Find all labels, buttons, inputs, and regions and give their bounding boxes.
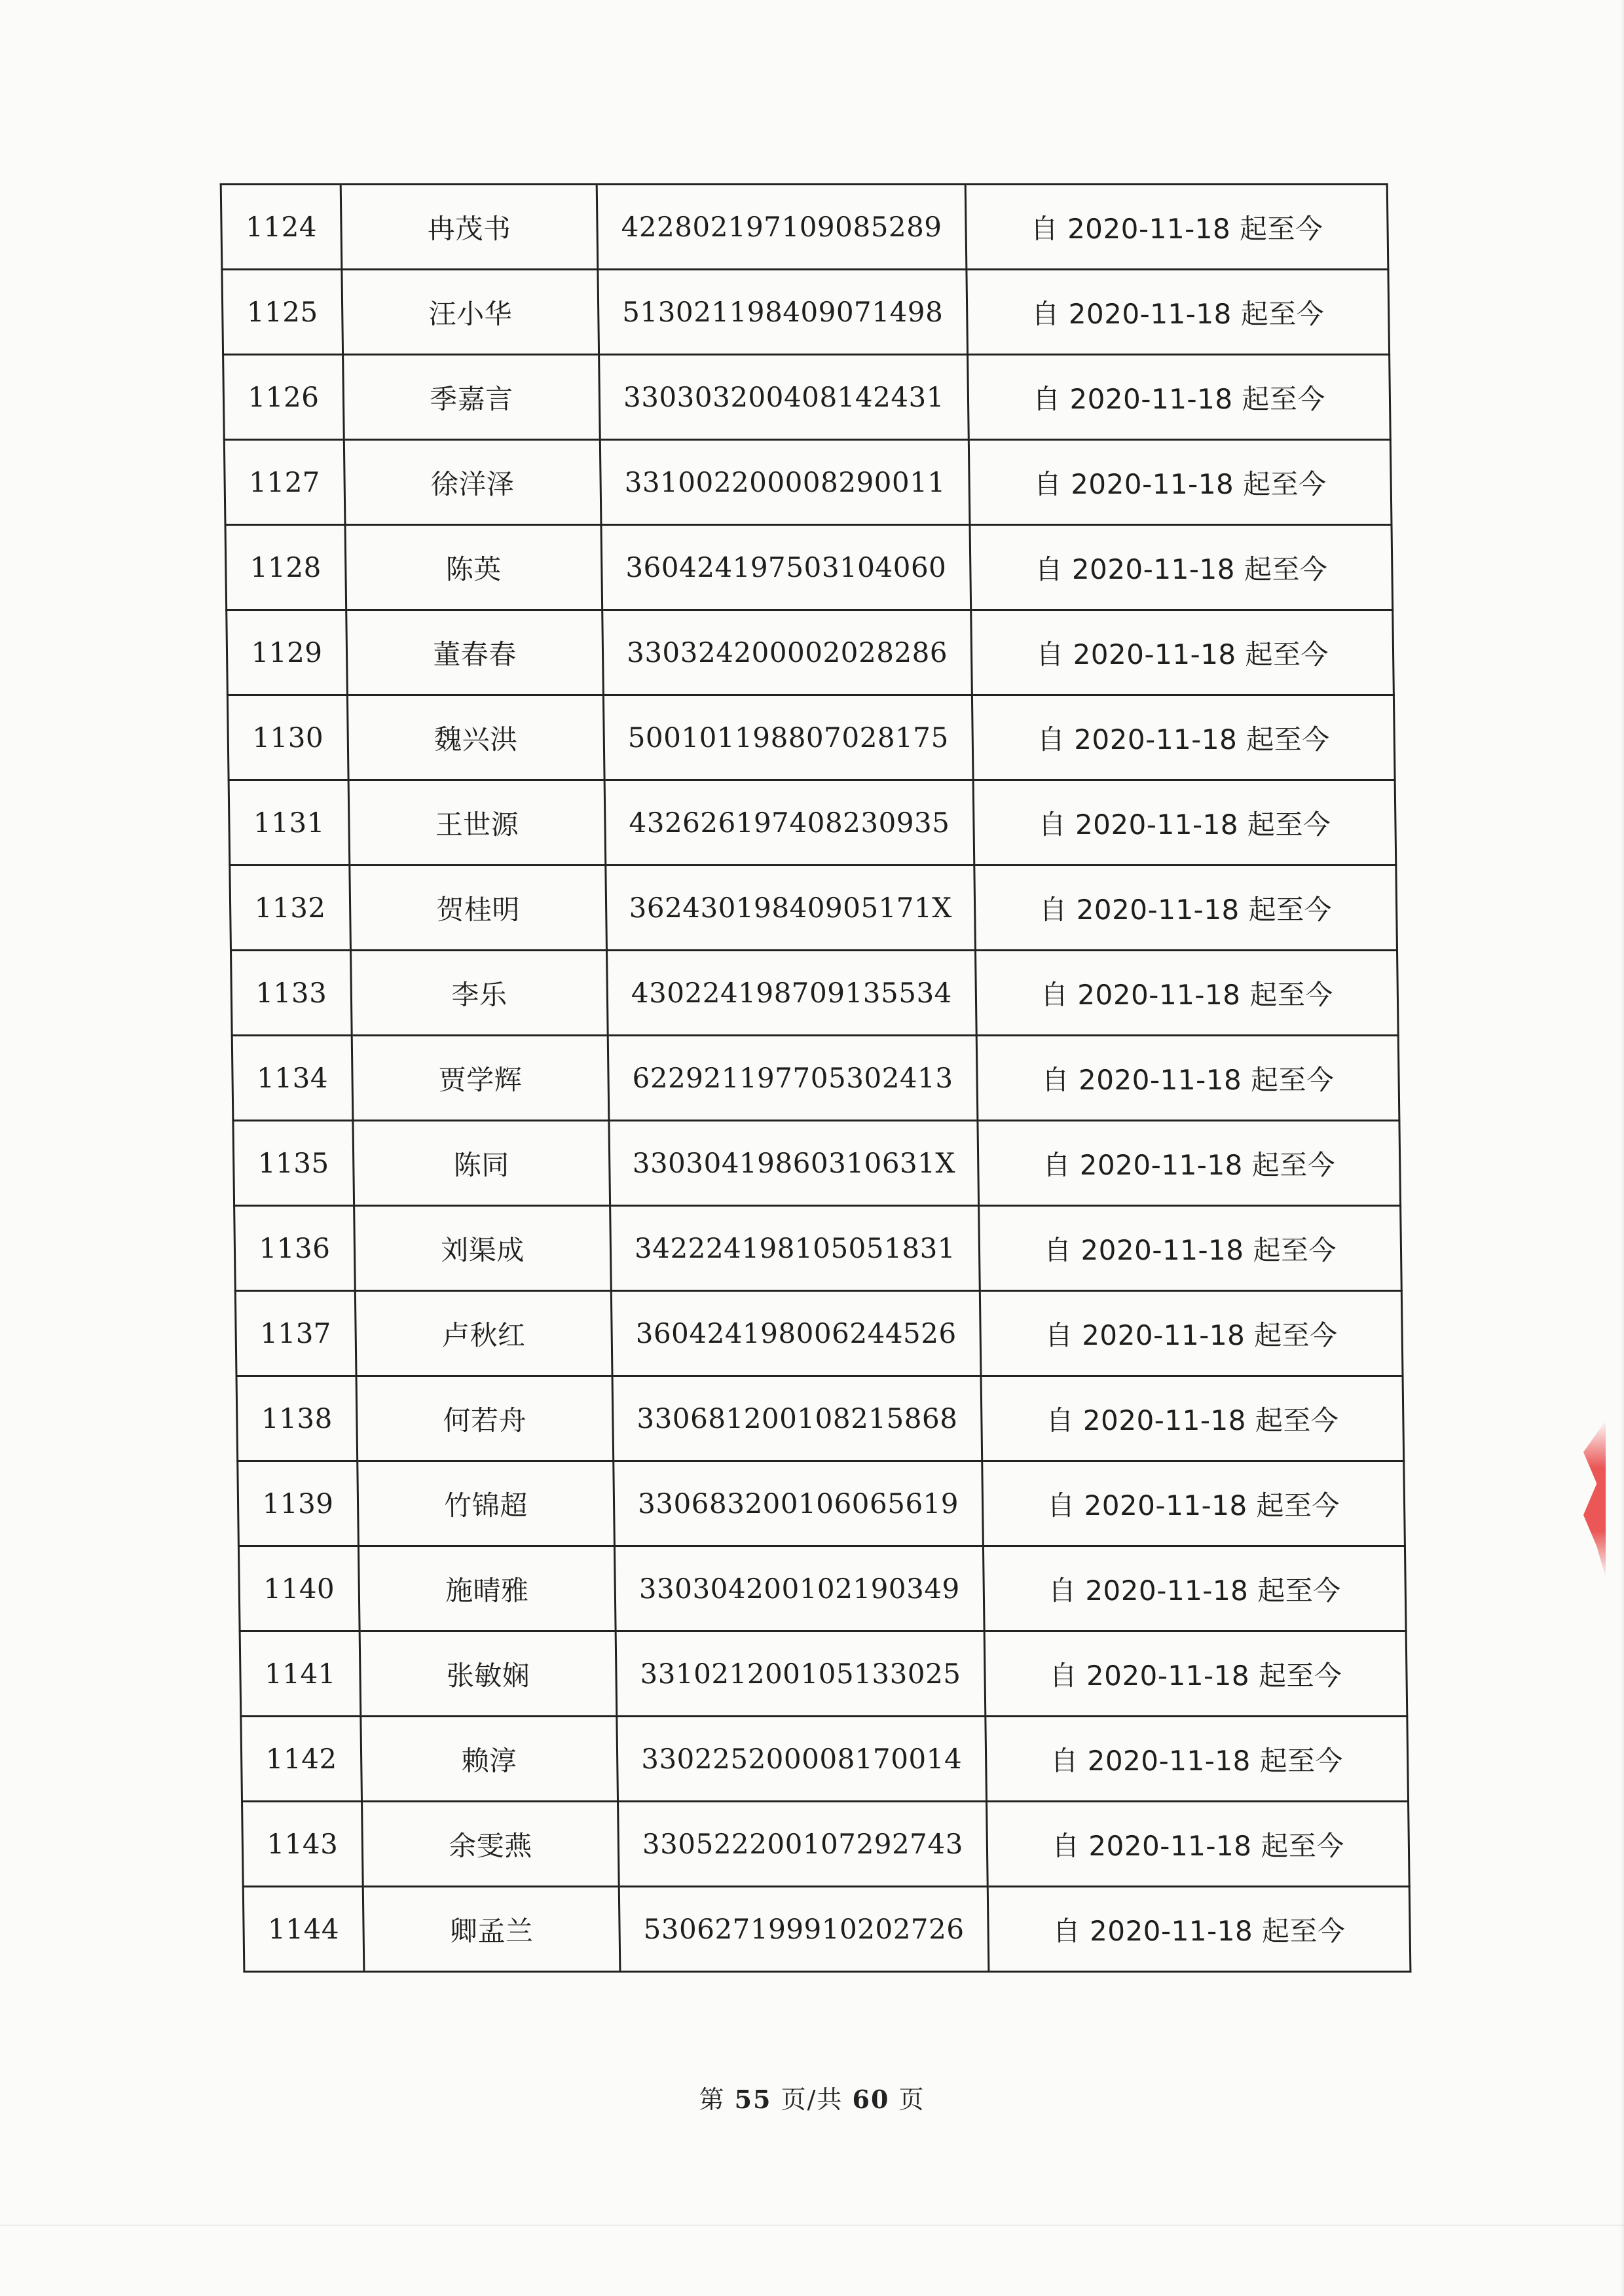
period-cell: 自 2020-11-18 起至今 <box>984 1631 1407 1717</box>
name-cell: 魏兴洪 <box>347 695 604 780</box>
row-number-cell: 1129 <box>227 610 348 695</box>
period-cell: 自 2020-11-18 起至今 <box>978 1121 1401 1206</box>
name-cell: 竹锦超 <box>358 1461 615 1546</box>
table-row <box>243 1887 1411 1972</box>
period-cell: 自 2020-11-18 起至今 <box>979 1206 1402 1291</box>
period-cell: 自 2020-11-18 起至今 <box>982 1461 1405 1546</box>
id-number-cell: 33030419860310631X <box>609 1121 979 1206</box>
table-row <box>236 1376 1404 1461</box>
period-cell: 自 2020-11-18 起至今 <box>967 270 1390 355</box>
name-cell: 卢秋红 <box>355 1291 612 1376</box>
row-number-cell: 1125 <box>222 270 343 355</box>
scan-page-edge <box>1620 0 1624 2296</box>
period-cell: 自 2020-11-18 起至今 <box>980 1291 1403 1376</box>
scan-fold-line <box>0 2225 1624 2226</box>
table-row <box>222 270 1390 355</box>
footer-total-pages: 60 <box>852 2085 890 2114</box>
name-cell: 徐洋泽 <box>344 440 601 525</box>
table-row <box>231 951 1399 1036</box>
period-cell: 自 2020-11-18 起至今 <box>970 525 1393 610</box>
id-number-cell: 360424197503104060 <box>601 525 971 610</box>
period-cell: 自 2020-11-18 起至今 <box>973 780 1396 866</box>
id-number-cell: 331002200008290011 <box>600 440 970 525</box>
row-number-cell: 1128 <box>225 525 346 610</box>
roster-table-body <box>221 185 1411 1972</box>
period-cell: 自 2020-11-18 起至今 <box>976 951 1399 1036</box>
id-number-cell: 360424198006244526 <box>611 1291 981 1376</box>
row-number-cell: 1137 <box>235 1291 356 1376</box>
table-row <box>234 1206 1402 1291</box>
row-number-cell: 1136 <box>234 1206 356 1291</box>
row-number-cell: 1135 <box>233 1121 354 1206</box>
period-cell: 自 2020-11-18 起至今 <box>968 355 1391 440</box>
name-cell: 何若舟 <box>356 1376 614 1461</box>
footer-prefix: 第 <box>699 2085 726 2114</box>
period-cell: 自 2020-11-18 起至今 <box>986 1717 1409 1802</box>
table-row <box>232 1036 1399 1121</box>
table-row <box>241 1717 1409 1802</box>
footer-suffix: 页 <box>898 2085 925 2114</box>
table-row <box>233 1121 1401 1206</box>
period-cell: 自 2020-11-18 起至今 <box>987 1802 1410 1887</box>
name-cell: 张敏娴 <box>360 1631 617 1717</box>
name-cell: 汪小华 <box>342 270 599 355</box>
footer-middle: 页/共 <box>781 2085 843 2114</box>
name-cell: 董春春 <box>346 610 604 695</box>
footer-current-page: 55 <box>734 2085 772 2114</box>
name-cell: 刘渠成 <box>354 1206 612 1291</box>
table-row <box>227 610 1394 695</box>
table-row <box>229 780 1396 866</box>
row-number-cell: 1126 <box>223 355 344 440</box>
row-number-cell: 1132 <box>230 866 351 951</box>
row-number-cell: 1143 <box>242 1802 363 1887</box>
id-number-cell: 530627199910202726 <box>619 1887 989 1972</box>
id-number-cell: 330522200107292743 <box>618 1802 988 1887</box>
id-number-cell: 432626197408230935 <box>604 780 974 866</box>
table-row <box>240 1631 1407 1717</box>
name-cell: 陈同 <box>353 1121 610 1206</box>
row-number-cell: 1133 <box>231 951 352 1036</box>
id-number-cell: 622921197705302413 <box>608 1036 978 1121</box>
table-row <box>238 1546 1406 1631</box>
id-number-cell: 330681200108215868 <box>612 1376 982 1461</box>
table-row <box>223 355 1391 440</box>
name-cell: 赖淳 <box>361 1717 618 1802</box>
id-number-cell: 500101198807028175 <box>603 695 973 780</box>
id-number-cell: 331021200105133025 <box>616 1631 986 1717</box>
id-number-cell: 330303200408142431 <box>599 355 969 440</box>
page-footer <box>0 2079 1624 2115</box>
id-number-cell: 330304200102190349 <box>614 1546 984 1631</box>
name-cell: 贾学辉 <box>352 1036 609 1121</box>
row-number-cell: 1144 <box>243 1887 364 1972</box>
row-number-cell: 1139 <box>238 1461 359 1546</box>
row-number-cell: 1130 <box>227 695 348 780</box>
name-cell: 贺桂明 <box>350 866 607 951</box>
row-number-cell: 1131 <box>229 780 350 866</box>
period-cell: 自 2020-11-18 起至今 <box>976 1036 1399 1121</box>
table-row <box>242 1802 1410 1887</box>
period-cell: 自 2020-11-18 起至今 <box>971 610 1394 695</box>
id-number-cell: 330324200002028286 <box>602 610 972 695</box>
name-cell: 王世源 <box>348 780 606 866</box>
period-cell: 自 2020-11-18 起至今 <box>969 440 1392 525</box>
id-number-cell: 342224198105051831 <box>610 1206 980 1291</box>
row-number-cell: 1141 <box>240 1631 361 1717</box>
row-number-cell: 1140 <box>238 1546 360 1631</box>
row-number-cell: 1124 <box>221 185 342 270</box>
name-cell: 施晴雅 <box>358 1546 616 1631</box>
row-number-cell: 1127 <box>224 440 345 525</box>
name-cell: 陈英 <box>345 525 602 610</box>
id-number-cell: 330225200008170014 <box>617 1717 987 1802</box>
id-number-cell: 36243019840905171X <box>606 866 976 951</box>
period-cell: 自 2020-11-18 起至今 <box>965 185 1388 270</box>
period-cell: 自 2020-11-18 起至今 <box>981 1376 1404 1461</box>
row-number-cell: 1142 <box>241 1717 362 1802</box>
table-row <box>235 1291 1403 1376</box>
period-cell: 自 2020-11-18 起至今 <box>974 866 1397 951</box>
period-cell: 自 2020-11-18 起至今 <box>972 695 1395 780</box>
name-cell: 余雯燕 <box>362 1802 619 1887</box>
row-number-cell: 1134 <box>232 1036 353 1121</box>
id-number-cell: 422802197109085289 <box>597 185 967 270</box>
table-row <box>227 695 1395 780</box>
id-number-cell: 330683200106065619 <box>614 1461 984 1546</box>
table-row <box>225 525 1393 610</box>
roster-table <box>220 183 1412 1973</box>
name-cell: 李乐 <box>351 951 608 1036</box>
table-row <box>224 440 1392 525</box>
table-row <box>221 185 1388 270</box>
name-cell: 冉茂书 <box>341 185 598 270</box>
period-cell: 自 2020-11-18 起至今 <box>983 1546 1406 1631</box>
row-number-cell: 1138 <box>236 1376 358 1461</box>
table-row <box>230 866 1397 951</box>
id-number-cell: 430224198709135534 <box>607 951 977 1036</box>
id-number-cell: 513021198409071498 <box>598 270 968 355</box>
table-row <box>238 1461 1405 1546</box>
name-cell: 卿孟兰 <box>363 1887 620 1972</box>
period-cell: 自 2020-11-18 起至今 <box>987 1887 1411 1972</box>
name-cell: 季嘉言 <box>343 355 600 440</box>
